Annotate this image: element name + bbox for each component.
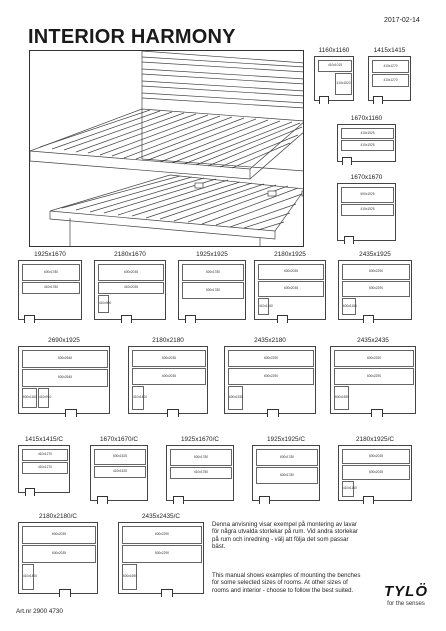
bench: 600x2290: [334, 350, 414, 367]
bench: 600x2035: [342, 449, 410, 464]
layout-size-label: 1415x1415/C: [24, 436, 64, 443]
layout-size-label: 2180x2180/C: [38, 513, 78, 520]
floor-plan: [90, 445, 148, 501]
layout-size-label: 1670x1160: [350, 115, 383, 122]
layout-size-label: 2435x2180: [254, 337, 286, 344]
layout-1415x1415-c: [16, 436, 72, 496]
brand-logo: [376, 583, 436, 607]
layout-size-label: 1925x1670/C: [180, 436, 220, 443]
bench: 410x900: [98, 295, 109, 313]
brand-wordmark: TYLÖ: [384, 583, 428, 600]
layout-1160x1160: [312, 47, 356, 103]
bench: 600x2035: [342, 465, 410, 480]
layout-1670x1670: [335, 174, 398, 244]
bench: 410x1525: [341, 128, 394, 139]
floor-plan: [18, 522, 98, 594]
layout-2435x2435-c: [116, 513, 206, 597]
bench: 600x1780: [182, 282, 244, 299]
bench: 600x2035: [132, 350, 206, 367]
sauna-bench-drawing: [30, 51, 304, 247]
bench: 600x1780: [170, 449, 232, 466]
bench: 600x2035: [258, 264, 324, 280]
bench: 600x1690: [334, 386, 349, 410]
brand-tagline: for the senses: [387, 601, 425, 607]
layout-size-label: 1670x1670/C: [99, 436, 139, 443]
door: [65, 409, 77, 417]
bench: 410x1270: [22, 449, 68, 461]
bench: 410x1015: [318, 60, 352, 72]
bench: 410x910: [38, 388, 49, 408]
layout-size-label: 2180x1925/C: [355, 436, 395, 443]
bench: 600x2035: [258, 281, 324, 297]
door: [24, 315, 35, 323]
bench: 600x2290: [334, 368, 414, 385]
floor-plan: [330, 346, 416, 414]
floor-plan: [337, 183, 396, 241]
door: [173, 496, 184, 504]
door: [161, 589, 173, 597]
bench: 600x2290: [342, 264, 410, 280]
door: [373, 96, 383, 104]
layout-size-label: 2690x1925: [48, 337, 80, 344]
sauna-interior-illustration: [29, 50, 304, 247]
layout-1925x1670: [16, 251, 84, 323]
layout-size-label: 1925x1670: [34, 251, 66, 258]
floor-plan: [314, 56, 354, 101]
floor-plan: [128, 346, 208, 414]
floor-plan: [178, 260, 246, 320]
document-title: INTERIOR HARMONY: [28, 26, 236, 48]
bench: 600x1780: [256, 449, 318, 466]
layout-size-label: 1670x1670: [350, 174, 383, 181]
bench: 410x1270: [22, 462, 68, 474]
floor-plan: [252, 445, 320, 501]
layout-2435x1925: [336, 251, 414, 323]
bench: 410x1400: [22, 564, 34, 590]
door: [363, 315, 374, 323]
layout-size-label: 1160x1160: [318, 47, 350, 54]
bench: 600x1690: [122, 564, 137, 590]
bench: 600x2035: [22, 526, 96, 544]
layout-2180x2180: [126, 337, 210, 417]
note-swedish: Denna anvisning visar exempel på montering av lavar för några utvalda storlekar på rum. Vid andra storlekar på rum och inredning - välj att följa det som passar bäst.: [212, 521, 358, 550]
layout-size-label: 1925x1925: [196, 251, 228, 258]
bench: 410x2035: [98, 282, 164, 294]
floor-plan: [118, 522, 204, 594]
article-number: Art.nr 2900 4730: [16, 608, 63, 615]
layout-2435x2435: [328, 337, 418, 417]
door: [342, 157, 352, 165]
layout-size-label: 2435x2435/C: [141, 513, 181, 520]
bench: 410x1270: [372, 60, 409, 73]
layout-2180x1925: [252, 251, 328, 323]
door: [371, 409, 383, 417]
layout-size-label: 1415x1415: [373, 47, 406, 54]
bench: 600x2290: [228, 350, 314, 367]
door: [344, 236, 354, 244]
bench: 600x1780: [182, 264, 244, 281]
bench: 600x2290: [228, 368, 314, 385]
bench: 600x1160: [22, 388, 37, 408]
floor-plan: [338, 445, 412, 501]
door: [319, 96, 329, 104]
bench: 410x1780: [170, 467, 232, 479]
bench: 410x1160: [342, 481, 354, 497]
bench: 600x2290: [342, 281, 410, 297]
floor-plan: [337, 124, 396, 162]
door: [59, 589, 71, 597]
door: [267, 409, 279, 417]
floor-plan: [338, 260, 412, 320]
floor-plan: [254, 260, 326, 320]
floor-plan: [18, 346, 110, 414]
bench: 600x1780: [22, 264, 80, 281]
layout-2435x2180: [222, 337, 318, 417]
bench: 410x1525: [341, 204, 394, 216]
bench: 410x1270: [372, 74, 409, 87]
bench: 600x2545: [22, 369, 108, 387]
bench: 600x2290: [122, 526, 202, 544]
door: [121, 315, 132, 323]
bench: 600x2035: [22, 545, 96, 563]
bench: 410x1520: [335, 73, 352, 95]
door: [363, 496, 374, 504]
bench: 600x1525: [94, 449, 146, 465]
layout-size-label: 2180x1925: [274, 251, 306, 258]
document-date: 2017-02-14: [384, 17, 420, 24]
layout-size-label: 2435x1925: [359, 251, 391, 258]
bench: 410x1525: [341, 140, 394, 151]
note-english: This manual shows examples of mounting the benches for some selected sizes of rooms. At other sizes of rooms and interior - choose to follow the best suited.: [212, 572, 361, 594]
layout-2180x1925-c: [336, 436, 414, 504]
bench: 410x1525: [94, 466, 146, 478]
layout-size-label: 2180x1670: [114, 251, 146, 258]
bench: 600x2290: [122, 545, 202, 563]
door: [167, 409, 179, 417]
layout-size-label: 2435x2435: [357, 337, 389, 344]
bench: 410x1160: [258, 298, 269, 315]
bench: 600x2035: [98, 264, 164, 281]
bench: 600x1535: [228, 386, 243, 410]
bench: 410x1780: [22, 282, 80, 294]
layout-2690x1925: [16, 337, 112, 417]
door: [25, 488, 35, 496]
layout-2180x1670: [92, 251, 168, 323]
floor-plan: [224, 346, 316, 414]
floor-plan: [18, 260, 82, 320]
bench: 600x2035: [132, 368, 206, 385]
floor-plan: [18, 445, 70, 493]
layout-2180x2180-c: [16, 513, 100, 597]
floor-plan: [166, 445, 234, 501]
bench: 410x1400: [132, 386, 144, 410]
layout-1925x1670-c: [164, 436, 236, 504]
floor-plan: [368, 56, 411, 101]
floor-plan: [94, 260, 166, 320]
layout-1670x1670-c: [88, 436, 150, 504]
door: [185, 315, 196, 323]
door: [259, 496, 270, 504]
bench: 600x1160: [342, 298, 356, 315]
layout-1415x1415: [366, 47, 413, 103]
layout-1925x1925: [176, 251, 248, 323]
bench: 600x1525: [341, 187, 394, 203]
door: [97, 496, 108, 504]
bench: 600x1780: [256, 467, 318, 484]
layout-size-label: 1925x1925/C: [266, 436, 306, 443]
layout-1670x1160: [335, 115, 398, 165]
layout-1925x1925-c: [250, 436, 322, 504]
layout-size-label: 2180x2180: [152, 337, 184, 344]
bench: 600x2545: [22, 350, 108, 368]
door: [277, 315, 288, 323]
